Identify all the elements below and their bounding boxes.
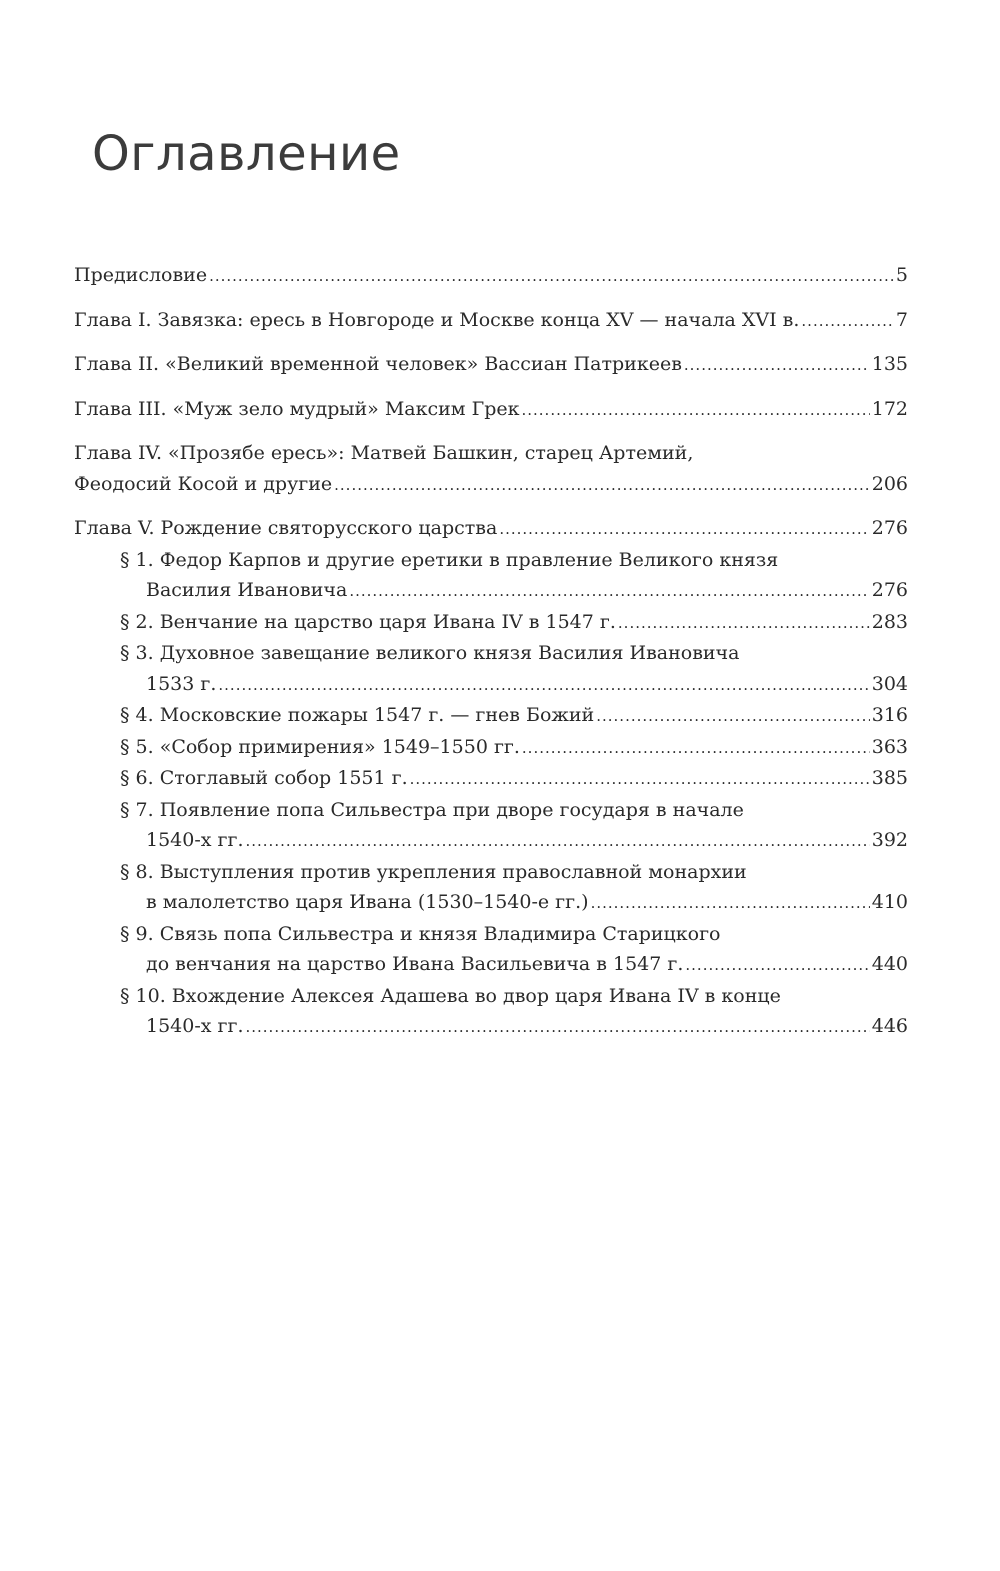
toc-entry-section-6: [74, 763, 908, 795]
toc-entry-label: Глава V. Рождение святорусского царства: [74, 517, 498, 539]
toc-entry-label: Глава III. «Муж зело мудрый» Максим Грек: [74, 397, 520, 420]
dot-leader: [596, 701, 870, 732]
page-number: 7: [895, 308, 908, 331]
toc-entry-label: § 4. Московские пожары 1547 г. — гнев Божий: [120, 704, 595, 726]
page-number: 276: [871, 517, 908, 539]
toc-entry-label-line2: Василия Ивановича: [146, 579, 348, 601]
dot-leader: [684, 350, 870, 381]
toc-entry-label: Глава I. Завязка: ересь в Новгороде и Москве конца XV — начала XVI в.: [74, 308, 800, 331]
dot-leader: [349, 576, 869, 607]
toc-entry-section-7: [74, 795, 908, 857]
toc-entry-label-line2: 1540-х гг.: [146, 829, 244, 851]
dot-leader: [334, 470, 870, 501]
page-number: 316: [871, 704, 908, 726]
table-of-contents: [74, 260, 908, 1043]
page-number: 283: [871, 610, 908, 633]
toc-entry-section-2: [74, 607, 908, 639]
dot-leader: [410, 764, 870, 795]
toc-entry-label-line2: до венчания на царство Ивана Васильевича в 1547 г.: [146, 953, 684, 975]
page-number: 392: [871, 829, 908, 851]
toc-entry-label-line1: § 8. Выступления против укрепления православной монархии: [120, 860, 747, 883]
dot-leader: [522, 733, 870, 764]
dot-leader: [521, 395, 869, 426]
page-number: 446: [871, 1015, 908, 1037]
page-number: 172: [871, 397, 908, 420]
toc-entry-section-5: [74, 732, 908, 764]
page-number: 5: [895, 264, 908, 286]
toc-entry-label-line2: 1533 г.: [146, 672, 217, 695]
page-number: 363: [871, 735, 908, 758]
page-number: 385: [871, 767, 908, 789]
toc-entry-chapter-5: [74, 513, 908, 545]
page-number: 276: [871, 579, 908, 601]
page-number: 135: [871, 353, 908, 375]
page-title: Оглавление: [92, 126, 401, 182]
dot-leader: [685, 950, 869, 981]
toc-entry-label: Глава II. «Великий временной человек» Вассиан Патрикеев: [74, 353, 682, 375]
toc-entry-section-10: [74, 981, 908, 1043]
toc-entry-chapter-4: [74, 438, 908, 500]
toc-entry-label-line2: в малолетство царя Ивана (1530–1540-е гг.): [146, 891, 589, 913]
toc-entry-label-line2: Феодосий Косой и другие: [74, 472, 333, 495]
dot-leader: [618, 608, 870, 639]
toc-entry-label-line1: Глава IV. «Прозябе ересь»: Матвей Башкин, старец Артемий,: [74, 442, 694, 464]
toc-entry-section-1: [74, 545, 908, 607]
toc-entry-section-8: [74, 857, 908, 919]
toc-entry-label-line2: 1540-х гг.: [146, 1015, 244, 1037]
toc-entry-section-3: [74, 638, 908, 700]
toc-entry-preface: [74, 260, 908, 292]
toc-entry-label: § 2. Венчание на царство царя Ивана IV в 1547 г.: [120, 610, 616, 633]
toc-entry-label: Предисловие: [74, 264, 208, 286]
toc-entry-chapter-1: [74, 305, 908, 337]
dot-leader: [591, 888, 870, 919]
toc-entry-label: § 5. «Собор примирения» 1549–1550 гг.: [120, 735, 520, 758]
page-number: 410: [871, 891, 908, 913]
dot-leader: [801, 306, 894, 337]
page-number: 206: [871, 472, 908, 495]
toc-entry-label-line1: § 10. Вхождение Алексея Адашева во двор царя Ивана IV в конце: [120, 984, 781, 1007]
dot-leader: [245, 826, 869, 857]
toc-entry-label-line1: § 9. Связь попа Сильвестра и князя Владимира Старицкого: [120, 922, 721, 945]
toc-entry-chapter-3: [74, 394, 908, 426]
dot-leader: [209, 261, 894, 292]
toc-entry-label: § 6. Стоглавый собор 1551 г.: [120, 767, 408, 789]
page-number: 304: [871, 672, 908, 695]
toc-entry-section-9: [74, 919, 908, 981]
page-number: 440: [871, 953, 908, 975]
toc-entry-label-line1: § 3. Духовное завещание великого князя Василия Ивановича: [120, 642, 740, 664]
toc-entry-chapter-2: [74, 349, 908, 381]
toc-entry-label-line1: § 7. Появление попа Сильвестра при дворе государя в начале: [120, 798, 744, 821]
dot-leader: [218, 670, 869, 701]
toc-entry-section-4: [74, 700, 908, 732]
dot-leader: [245, 1012, 869, 1043]
toc-entry-label-line1: § 1. Федор Карпов и другие еретики в правление Великого князя: [120, 548, 779, 571]
dot-leader: [499, 514, 869, 545]
